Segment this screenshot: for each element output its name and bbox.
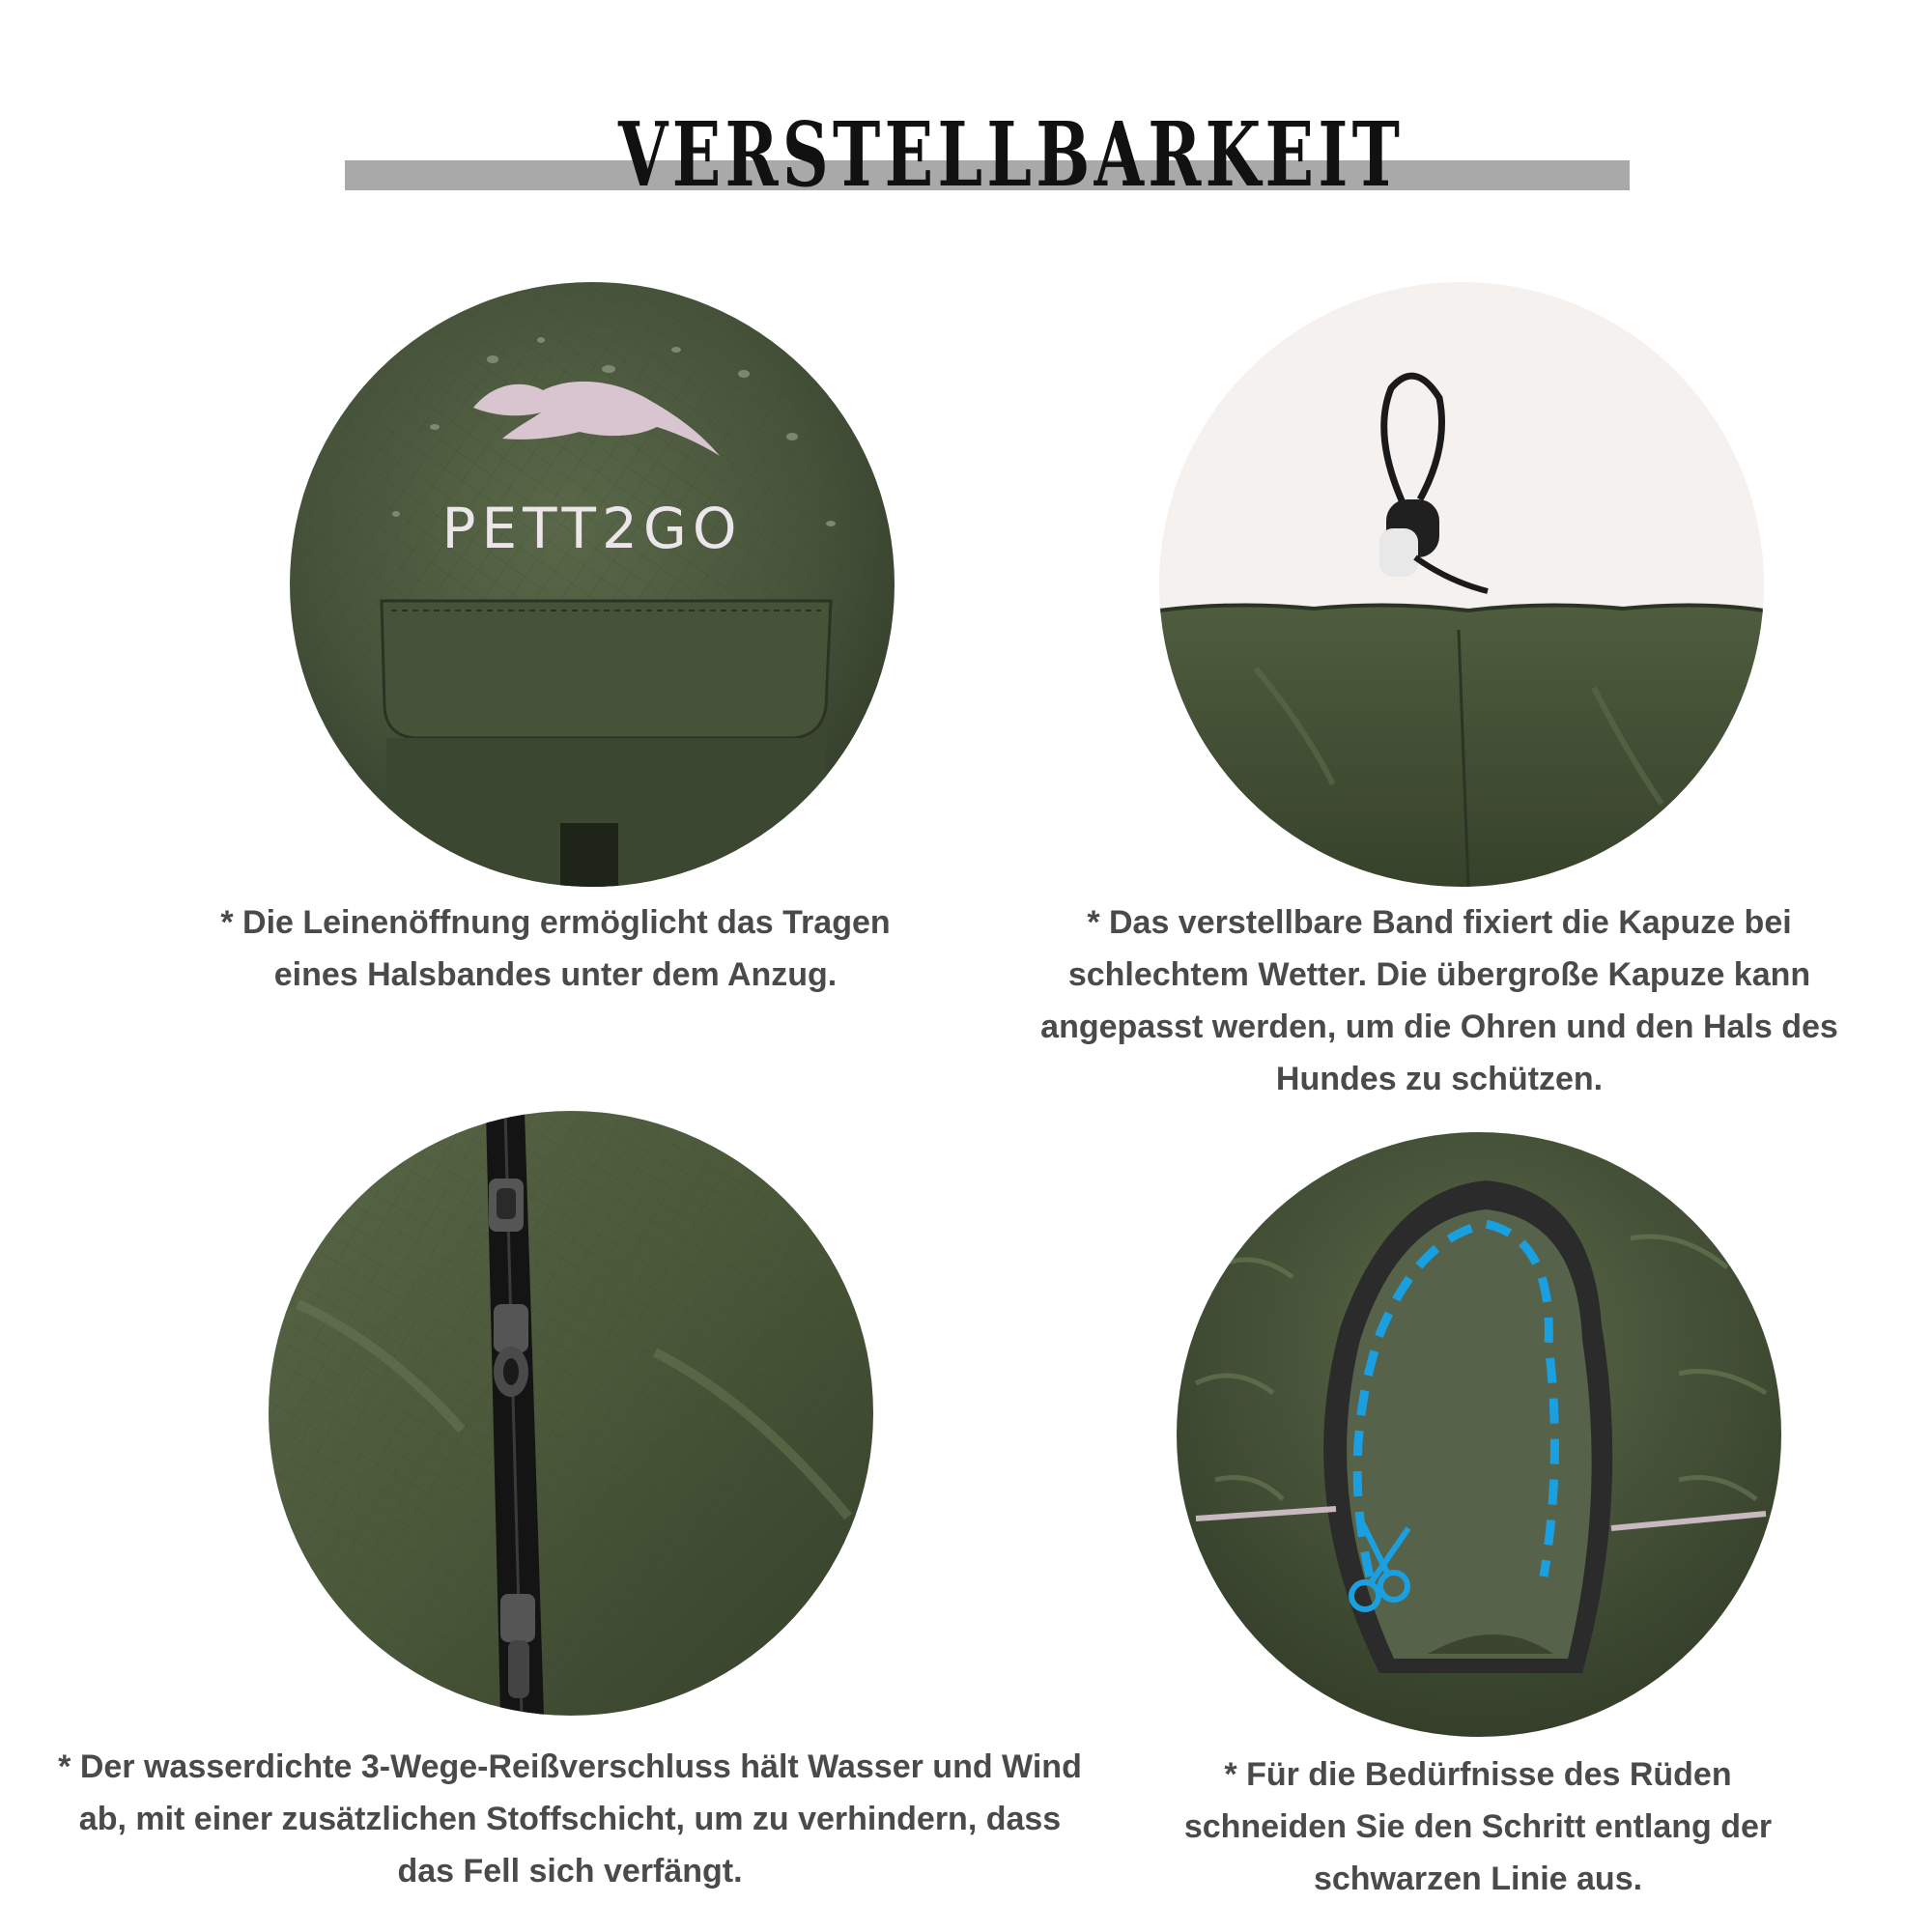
photo-leash-opening [290, 282, 895, 887]
caption-cut-line: * Für die Bedürfnisse des Rüden schneiden Sie den Schritt entlang der schwarzen Linie aus. [1183, 1756, 1773, 1897]
photo-hood-band [1159, 282, 1764, 887]
caption-leash-opening: * Die Leinenöffnung ermöglicht das Tragen eines Halsbandes unter dem Anzug. [220, 904, 891, 993]
photo-cut-line [1177, 1132, 1781, 1737]
leash-opening-image [290, 282, 895, 887]
hood-band-image [1159, 282, 1764, 887]
cut-line-image [1177, 1132, 1781, 1737]
zipper-pull-icon [489, 1179, 524, 1232]
photo-zipper [269, 1111, 873, 1716]
caption-zipper: * Der wasserdichte 3-Wege-Reißverschluss hält Wasser und Wind ab, mit einer zusätzlichen Stoffschicht, um zu verhindern, dass das Fell sich verfängt. [58, 1748, 1082, 1889]
zipper-image [269, 1111, 873, 1716]
zipper-pull-icon [494, 1304, 528, 1397]
brand-logo-text: PETT2GO [441, 496, 743, 561]
page-title: VERSTELLBARKEIT [618, 102, 1405, 207]
caption-hood-band: * Das verstellbare Band fixiert die Kapuze bei schlechtem Wetter. Die übergroße Kapuze kann angepasst werden, um die Ohren und den Hals des Hundes zu schützen. [1040, 904, 1838, 1097]
